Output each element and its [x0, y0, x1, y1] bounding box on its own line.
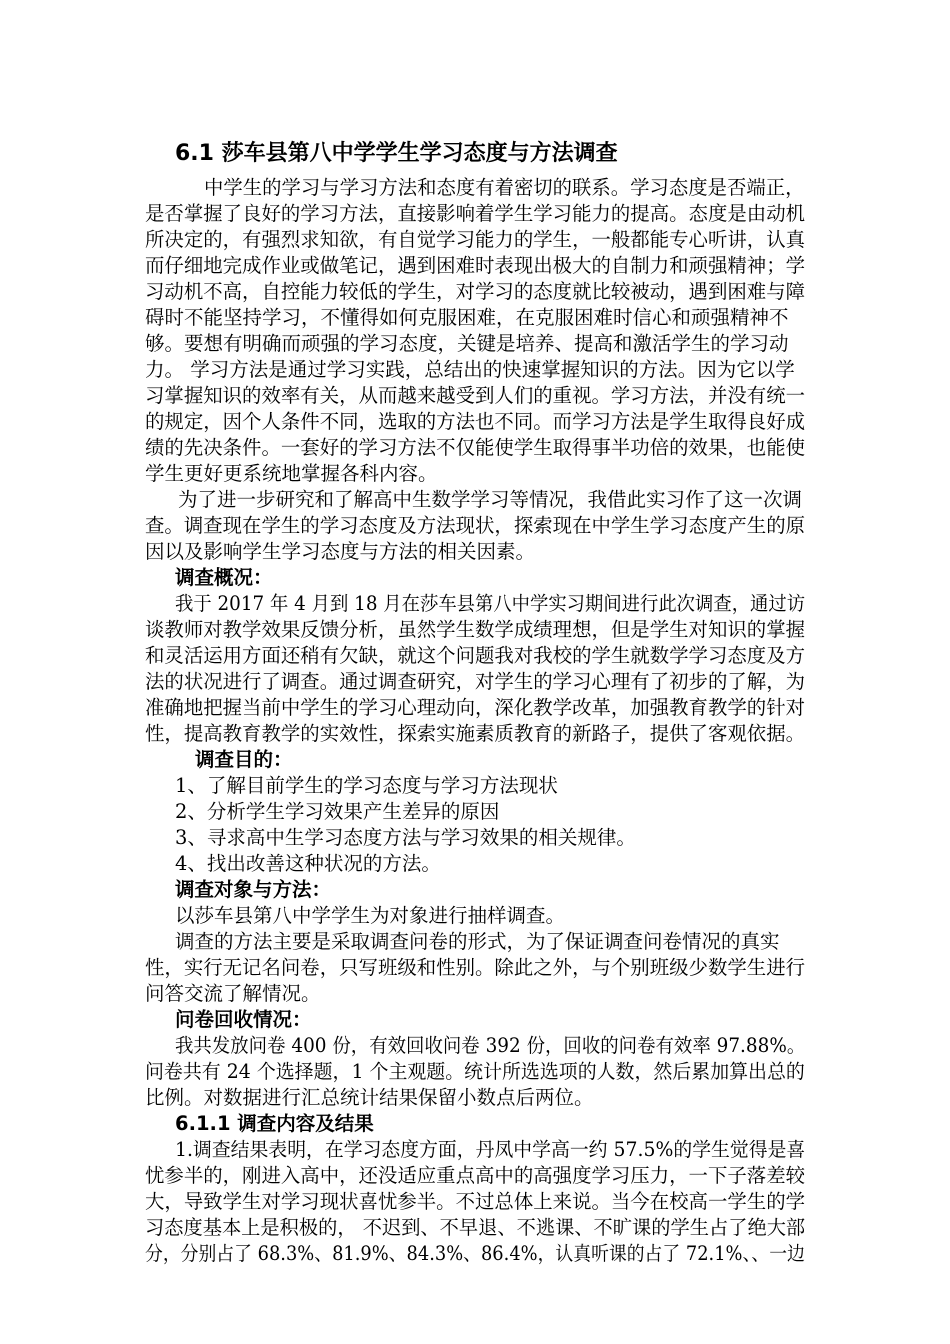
subjects-line: 以莎车县第八中学学生为对象进行抽样调查。	[175, 904, 566, 927]
results-heading: 6.1.1 调查内容及结果	[175, 1112, 374, 1135]
intro-line: 绩的先决条件。一套好的学习方法不仅能使学生取得事半功倍的效果，也能使	[145, 436, 806, 459]
overview-line: 我于 2017 年 4 月到 18 月在莎车县第八中学实习期间进行此次调查，通过访	[175, 592, 806, 615]
purpose-line: 因以及影响学生学习态度与方法的相关因素。	[145, 540, 536, 563]
intro-line: 够。要想有明确而顽强的学习态度，关键是培养、提高和激活学生的学习动	[145, 332, 789, 355]
section-title: 6.1 莎车县第八中学学生学习态度与方法调查	[175, 141, 618, 166]
results-line: 习态度基本上是积极的， 不迟到、不早退、不逃课、不旷课的学生占了绝大部	[145, 1216, 806, 1239]
collection-line: 我共发放问卷 400 份，有效回收问卷 392 份，回收的问卷有效率 97.88%。	[175, 1034, 806, 1057]
overview-line: 性，提高教育教学的实效性，探索实施素质教育的新路子，提供了客观依据。	[145, 722, 806, 745]
collection-line: 问卷共有 24 个选择题，1 个主观题。统计所选选项的人数，然后累加算出总的	[145, 1060, 805, 1083]
purpose-line: 为了进一步研究和了解高中生数学学习等情况，我借此实习作了这一次调	[178, 488, 803, 511]
goal-item: 1、了解目前学生的学习态度与学习方法现状	[175, 774, 558, 797]
overview-line: 法的状况进行了调查。通过调查研究，对学生的学习心理有了初步的了解，为	[145, 670, 806, 693]
intro-line: 学生更好更系统地掌握各科内容。	[145, 462, 438, 485]
purpose-line: 查。调查现在学生的学习态度及方法现状，探索现在中学生学习态度产生的原	[145, 514, 806, 537]
overview-line: 准确地把握当前中学生的学习心理动向，深化教学改革，加强教育教学的针对	[145, 696, 806, 719]
overview-line: 谈教师对教学效果反馈分析，虽然学生数学成绩理想，但是学生对知识的掌握	[145, 618, 806, 641]
intro-line: 的规定，因个人条件不同，选取的方法也不同。而学习方法是学生取得良好成	[145, 410, 806, 433]
subjects-line: 问答交流了解情况。	[145, 982, 321, 1005]
overview-heading: 调查概况：	[175, 566, 273, 589]
intro-line: 力。 学习方法是通过学习实践，总结出的快速掌握知识的方法。因为它以学	[145, 358, 795, 381]
intro-line: 所决定的，有强烈求知欲，有自觉学习能力的学生，一般都能专心听讲，认真	[145, 228, 806, 251]
results-line: 忧参半的，刚进入高中，还没适应重点高中的高强度学习压力，一下子落差较	[145, 1164, 806, 1187]
intro-line: 碍时不能坚持学习，不懂得如何克服困难，在克服困难时信心和顽强精神不	[145, 306, 789, 329]
results-line: 1.调查结果表明，在学习态度方面，丹凤中学高一约 57.5%的学生觉得是喜	[175, 1138, 806, 1161]
intro-line: 是否掌握了良好的学习方法，直接影响着学生学习能力的提高。态度是由动机	[145, 202, 806, 225]
goal-item: 4、找出改善这种状况的方法。	[175, 852, 441, 875]
results-line: 分，分别占了 68.3%、81.9%、84.3%、86.4%，认真听课的占了 72.1%、、一边	[145, 1242, 805, 1265]
subjects-heading: 调查对象与方法：	[175, 878, 332, 901]
collection-line: 比例。对数据进行汇总统计结果保留小数点后两位。	[145, 1086, 594, 1109]
overview-line: 和灵活运用方面还稍有欠缺，就这个问题我对我校的学生就数学学习态度及方	[145, 644, 806, 667]
subjects-line: 性，实行无记名问卷，只写班级和性别。除此之外，与个别班级少数学生进行	[145, 956, 806, 979]
intro-line: 中学生的学习与学习方法和态度有着密切的联系。学习态度是否端正，	[204, 176, 805, 199]
goal-item: 2、分析学生学习效果产生差异的原因	[175, 800, 500, 823]
goals-heading: 调查目的：	[195, 748, 293, 771]
goal-item: 3、寻求高中生学习态度方法与学习效果的相关规律。	[175, 826, 636, 849]
subjects-line: 调查的方法主要是采取调查问卷的形式，为了保证调查问卷情况的真实	[175, 930, 780, 953]
intro-line: 习动机不高，自控能力较低的学生，对学习的态度就比较被动，遇到困难与障	[145, 280, 806, 303]
intro-line: 而仔细地完成作业或做笔记，遇到困难时表现出极大的自制力和顽强精神；学	[145, 254, 806, 277]
collection-heading: 问卷回收情况：	[175, 1008, 312, 1031]
intro-line: 习掌握知识的效率有关，从而越来越受到人们的重视。学习方法，并没有统一	[145, 384, 806, 407]
results-line: 大，导致学生对学习现状喜忧参半。不过总体上来说。当今在校高一学生的学	[145, 1190, 806, 1213]
